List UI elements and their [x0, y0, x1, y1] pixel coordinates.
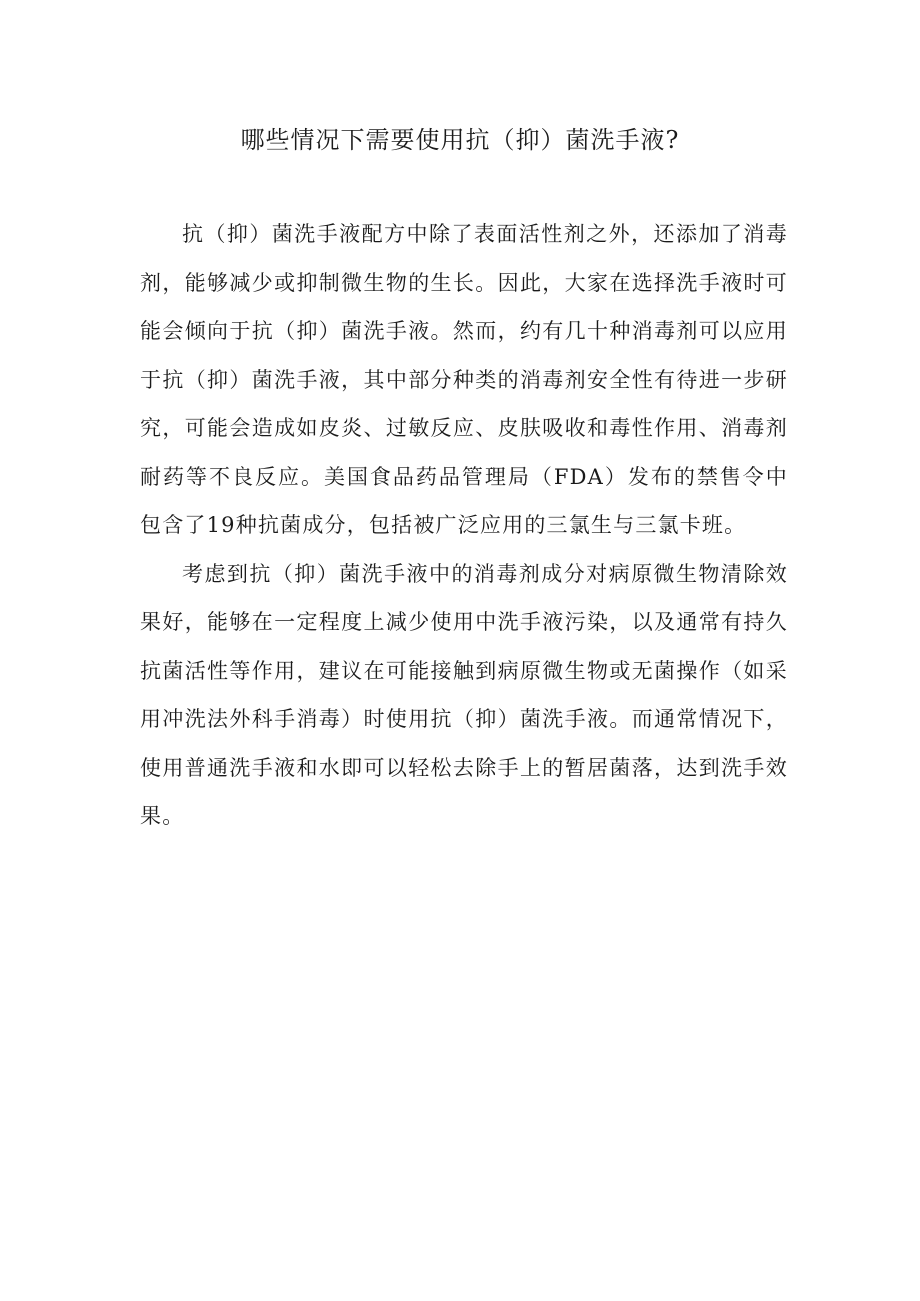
document-body — [140, 210, 788, 841]
paragraph-1: 抗（抑）菌洗手液配方中除了表面活性剂之外，还添加了消毒剂，能够减少或抑制微生物的生长。因此，大家在选择洗手液时可能会倾向于抗（抑）菌洗手液。然而，约有几十种消毒剂可以应用于抗（抑）菌洗手液，其中部分种类的消毒剂安全性有待进一步研究，可能会造成如皮炎、过敏反应、皮肤吸收和毒性作用、消毒剂耐药等不良反应。美国食品药品管理局（FDA）发布的禁售令中包含了19种抗菌成分，包括被广泛应用的三氯生与三氯卡班。 — [140, 222, 788, 537]
paragraph-2: 考虑到抗（抑）菌洗手液中的消毒剂成分对病原微生物清除效果好，能够在一定程度上减少使用中洗手液污染，以及通常有持久抗菌活性等作用，建议在可能接触到病原微生物或无菌操作（如采用冲洗法外科手消毒）时使用抗（抑）菌洗手液。而通常情况下，使用普通洗手液和水即可以轻松去除手上的暂居菌落，达到洗手效果。 — [140, 561, 788, 828]
document-title: 哪些情况下需要使用抗（抑）菌洗手液? — [240, 126, 680, 154]
